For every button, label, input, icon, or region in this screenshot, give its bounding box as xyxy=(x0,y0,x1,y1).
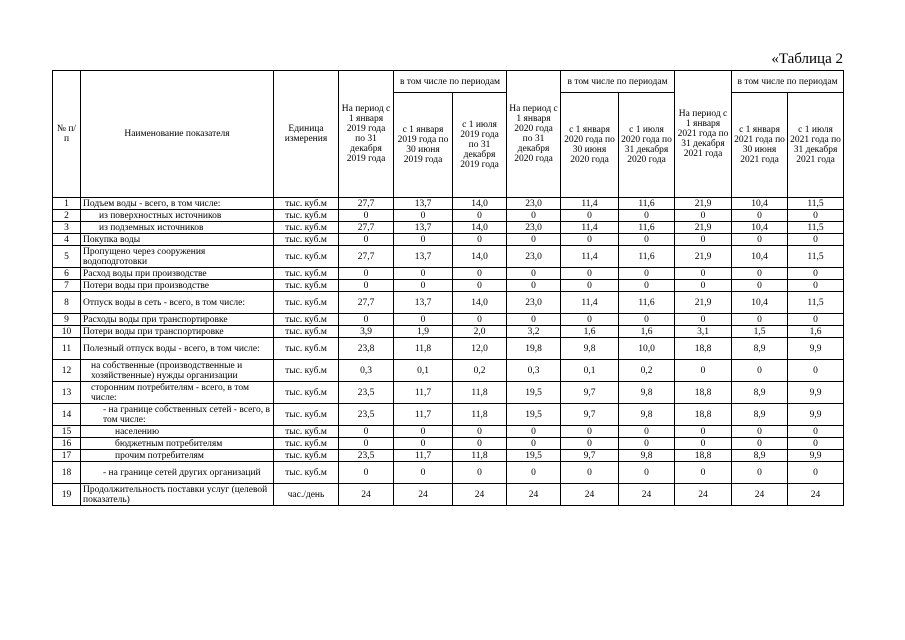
cell-value: 0 xyxy=(788,360,844,382)
cell-value: 8,9 xyxy=(732,450,788,462)
header-2020-h2: с 1 июля 2020 года по 31 декабря 2020 года xyxy=(619,93,675,198)
row-name: бюджетным потребителям xyxy=(81,438,274,450)
cell-value: 18,8 xyxy=(675,450,732,462)
cell-value: 0 xyxy=(675,360,732,382)
cell-value: 10,4 xyxy=(732,222,788,234)
cell-value: 0 xyxy=(675,234,732,246)
table-row xyxy=(53,382,844,404)
row-unit: тыс. куб.м xyxy=(274,338,339,360)
cell-value: 11,4 xyxy=(561,292,619,314)
cell-value: 0 xyxy=(619,280,675,292)
row-name: Подъем воды - всего, в том числе: xyxy=(81,198,274,210)
cell-value: 0 xyxy=(453,438,507,450)
header-2020-total: На период с 1 января 2020 года по 31 декабря 2020 года xyxy=(507,71,561,198)
row-unit: тыс. куб.м xyxy=(274,438,339,450)
cell-value: 0 xyxy=(507,234,561,246)
row-unit: тыс. куб.м xyxy=(274,360,339,382)
cell-value: 24 xyxy=(732,484,788,506)
cell-value: 24 xyxy=(675,484,732,506)
cell-value: 1,9 xyxy=(394,326,453,338)
cell-value: 11,7 xyxy=(394,450,453,462)
cell-value: 0,3 xyxy=(507,360,561,382)
cell-value: 0 xyxy=(507,268,561,280)
table-row xyxy=(53,404,844,426)
cell-value: 0 xyxy=(394,210,453,222)
cell-value: 13,7 xyxy=(394,292,453,314)
cell-value: 9,8 xyxy=(619,404,675,426)
row-number: 19 xyxy=(53,484,81,506)
cell-value: 24 xyxy=(619,484,675,506)
cell-value: 23,5 xyxy=(339,404,394,426)
table-row xyxy=(53,484,844,506)
water-balance-table xyxy=(52,70,844,506)
row-name: Расходы воды при транспортировке xyxy=(81,314,274,326)
cell-value: 0 xyxy=(339,268,394,280)
table-row xyxy=(53,426,844,438)
cell-value: 0 xyxy=(732,426,788,438)
row-unit: час./день xyxy=(274,484,339,506)
row-unit: тыс. куб.м xyxy=(274,210,339,222)
cell-value: 0 xyxy=(453,280,507,292)
cell-value: 0 xyxy=(453,268,507,280)
cell-value: 0 xyxy=(675,462,732,484)
cell-value: 0 xyxy=(453,462,507,484)
cell-value: 13,7 xyxy=(394,246,453,268)
row-unit: тыс. куб.м xyxy=(274,198,339,210)
cell-value: 11,8 xyxy=(453,404,507,426)
cell-value: 0 xyxy=(394,438,453,450)
cell-value: 0 xyxy=(339,462,394,484)
cell-value: 24 xyxy=(339,484,394,506)
cell-value: 0 xyxy=(453,210,507,222)
row-unit: тыс. куб.м xyxy=(274,426,339,438)
cell-value: 11,8 xyxy=(453,450,507,462)
row-unit: тыс. куб.м xyxy=(274,462,339,484)
cell-value: 0 xyxy=(732,314,788,326)
cell-value: 14,0 xyxy=(453,198,507,210)
cell-value: 0 xyxy=(507,314,561,326)
table-row xyxy=(53,222,844,234)
table-row xyxy=(53,292,844,314)
cell-value: 0 xyxy=(675,438,732,450)
cell-value: 9,9 xyxy=(788,338,844,360)
cell-value: 0 xyxy=(453,426,507,438)
cell-value: 27,7 xyxy=(339,292,394,314)
table-row xyxy=(53,438,844,450)
cell-value: 0 xyxy=(394,268,453,280)
cell-value: 13,7 xyxy=(394,198,453,210)
cell-value: 19,5 xyxy=(507,404,561,426)
cell-value: 19,8 xyxy=(507,338,561,360)
table-row xyxy=(53,234,844,246)
row-name: Пропущено через сооружения водоподготовки xyxy=(81,246,274,268)
cell-value: 0 xyxy=(732,462,788,484)
cell-value: 0 xyxy=(788,268,844,280)
cell-value: 9,9 xyxy=(788,382,844,404)
cell-value: 0 xyxy=(561,438,619,450)
cell-value: 9,7 xyxy=(561,382,619,404)
cell-value: 0 xyxy=(507,438,561,450)
header-2019-h2: с 1 июля 2019 года по 31 декабря 2019 года xyxy=(453,93,507,198)
cell-value: 10,4 xyxy=(732,246,788,268)
row-name: из подземных источников xyxy=(81,222,274,234)
row-unit: тыс. куб.м xyxy=(274,222,339,234)
row-number: 9 xyxy=(53,314,81,326)
row-name: Потери воды при производстве xyxy=(81,280,274,292)
header-2019-h1: с 1 января 2019 года по 30 июня 2019 года xyxy=(394,93,453,198)
row-unit: тыс. куб.м xyxy=(274,450,339,462)
cell-value: 0 xyxy=(507,280,561,292)
table-row xyxy=(53,198,844,210)
cell-value: 11,8 xyxy=(453,382,507,404)
cell-value: 10,0 xyxy=(619,338,675,360)
cell-value: 0 xyxy=(339,234,394,246)
row-number: 15 xyxy=(53,426,81,438)
row-name: Покупка воды xyxy=(81,234,274,246)
cell-value: 24 xyxy=(507,484,561,506)
table-body xyxy=(53,198,844,506)
row-unit: тыс. куб.м xyxy=(274,382,339,404)
cell-value: 11,4 xyxy=(561,246,619,268)
row-number: 2 xyxy=(53,210,81,222)
cell-value: 3,1 xyxy=(675,326,732,338)
header-name: Наименование показателя xyxy=(81,71,274,198)
cell-value: 1,5 xyxy=(732,326,788,338)
cell-value: 9,8 xyxy=(561,338,619,360)
row-number: 18 xyxy=(53,462,81,484)
cell-value: 0,1 xyxy=(561,360,619,382)
cell-value: 0 xyxy=(732,234,788,246)
cell-value: 1,6 xyxy=(788,326,844,338)
cell-value: 0 xyxy=(619,438,675,450)
cell-value: 0 xyxy=(675,314,732,326)
cell-value: 19,5 xyxy=(507,450,561,462)
table-row xyxy=(53,462,844,484)
cell-value: 0 xyxy=(394,280,453,292)
cell-value: 24 xyxy=(561,484,619,506)
cell-value: 23,0 xyxy=(507,222,561,234)
cell-value: 11,5 xyxy=(788,198,844,210)
cell-value: 23,5 xyxy=(339,450,394,462)
cell-value: 13,7 xyxy=(394,222,453,234)
cell-value: 21,9 xyxy=(675,292,732,314)
header-2020-group: в том числе по периодам xyxy=(561,71,675,93)
cell-value: 12,0 xyxy=(453,338,507,360)
cell-value: 0 xyxy=(619,314,675,326)
cell-value: 11,7 xyxy=(394,404,453,426)
cell-value: 11,5 xyxy=(788,222,844,234)
row-number: 14 xyxy=(53,404,81,426)
cell-value: 11,5 xyxy=(788,292,844,314)
cell-value: 0 xyxy=(675,210,732,222)
cell-value: 8,9 xyxy=(732,382,788,404)
cell-value: 0 xyxy=(732,210,788,222)
row-number: 16 xyxy=(53,438,81,450)
cell-value: 0,1 xyxy=(394,360,453,382)
row-name: на собственные (производственные и хозяйственные) нужды организации xyxy=(81,360,274,382)
row-unit: тыс. куб.м xyxy=(274,404,339,426)
cell-value: 14,0 xyxy=(453,292,507,314)
table-row xyxy=(53,326,844,338)
cell-value: 1,6 xyxy=(619,326,675,338)
cell-value: 11,4 xyxy=(561,222,619,234)
row-name: прочим потребителям xyxy=(81,450,274,462)
cell-value: 14,0 xyxy=(453,246,507,268)
cell-value: 0 xyxy=(394,234,453,246)
cell-value: 9,9 xyxy=(788,450,844,462)
cell-value: 0 xyxy=(788,462,844,484)
table-row xyxy=(53,268,844,280)
row-unit: тыс. куб.м xyxy=(274,268,339,280)
cell-value: 0 xyxy=(561,268,619,280)
cell-value: 0,3 xyxy=(339,360,394,382)
row-unit: тыс. куб.м xyxy=(274,326,339,338)
row-name: Расход воды при производстве xyxy=(81,268,274,280)
header-num: № п/п xyxy=(53,71,81,198)
cell-value: 0,2 xyxy=(453,360,507,382)
cell-value: 11,6 xyxy=(619,292,675,314)
cell-value: 0 xyxy=(788,438,844,450)
row-name: населению xyxy=(81,426,274,438)
header-2021-group: в том числе по периодам xyxy=(732,71,844,93)
cell-value: 1,6 xyxy=(561,326,619,338)
cell-value: 21,9 xyxy=(675,246,732,268)
cell-value: 0 xyxy=(453,234,507,246)
cell-value: 9,9 xyxy=(788,404,844,426)
row-unit: тыс. куб.м xyxy=(274,234,339,246)
row-name: Потери воды при транспортировке xyxy=(81,326,274,338)
cell-value: 0 xyxy=(507,426,561,438)
cell-value: 18,8 xyxy=(675,404,732,426)
cell-value: 27,7 xyxy=(339,222,394,234)
cell-value: 0 xyxy=(788,234,844,246)
row-unit: тыс. куб.м xyxy=(274,292,339,314)
cell-value: 23,5 xyxy=(339,382,394,404)
cell-value: 11,4 xyxy=(561,198,619,210)
cell-value: 8,9 xyxy=(732,404,788,426)
cell-value: 0 xyxy=(339,314,394,326)
cell-value: 0 xyxy=(619,426,675,438)
cell-value: 0 xyxy=(732,268,788,280)
cell-value: 0 xyxy=(788,314,844,326)
row-number: 13 xyxy=(53,382,81,404)
cell-value: 0 xyxy=(619,234,675,246)
cell-value: 0 xyxy=(339,426,394,438)
cell-value: 23,0 xyxy=(507,292,561,314)
row-number: 1 xyxy=(53,198,81,210)
cell-value: 10,4 xyxy=(732,292,788,314)
row-number: 11 xyxy=(53,338,81,360)
row-number: 3 xyxy=(53,222,81,234)
cell-value: 0 xyxy=(675,426,732,438)
cell-value: 0 xyxy=(788,210,844,222)
cell-value: 0 xyxy=(561,280,619,292)
cell-value: 18,8 xyxy=(675,382,732,404)
cell-value: 23,8 xyxy=(339,338,394,360)
cell-value: 0 xyxy=(788,280,844,292)
cell-value: 23,0 xyxy=(507,198,561,210)
row-number: 5 xyxy=(53,246,81,268)
row-name: - на границе собственных сетей - всего, в том числе: xyxy=(81,404,274,426)
row-number: 7 xyxy=(53,280,81,292)
cell-value: 11,5 xyxy=(788,246,844,268)
cell-value: 9,7 xyxy=(561,450,619,462)
row-number: 12 xyxy=(53,360,81,382)
cell-value: 0 xyxy=(675,280,732,292)
table-row xyxy=(53,210,844,222)
cell-value: 0 xyxy=(619,210,675,222)
cell-value: 24 xyxy=(453,484,507,506)
header-2021-h1: с 1 января 2021 года по 30 июня 2021 года xyxy=(732,93,788,198)
cell-value: 8,9 xyxy=(732,338,788,360)
cell-value: 0 xyxy=(561,462,619,484)
cell-value: 0 xyxy=(339,210,394,222)
row-name: из поверхностных источников xyxy=(81,210,274,222)
cell-value: 0 xyxy=(619,462,675,484)
row-number: 17 xyxy=(53,450,81,462)
header-2019-total: На период с 1 января 2019 года по 31 декабря 2019 года xyxy=(339,71,394,198)
cell-value: 11,7 xyxy=(394,382,453,404)
table-row xyxy=(53,450,844,462)
row-number: 8 xyxy=(53,292,81,314)
cell-value: 0 xyxy=(788,426,844,438)
header-2021-total: На период с 1 января 2021 года по 31 декабря 2021 года xyxy=(675,71,732,198)
cell-value: 21,9 xyxy=(675,198,732,210)
table-caption: «Таблица 2 xyxy=(771,51,843,67)
cell-value: 0 xyxy=(732,280,788,292)
cell-value: 0 xyxy=(619,268,675,280)
header-unit: Единица измерения xyxy=(274,71,339,198)
cell-value: 18,8 xyxy=(675,338,732,360)
cell-value: 19,5 xyxy=(507,382,561,404)
row-unit: тыс. куб.м xyxy=(274,246,339,268)
cell-value: 3,9 xyxy=(339,326,394,338)
table-row xyxy=(53,338,844,360)
cell-value: 0 xyxy=(339,280,394,292)
row-name: Продолжительность поставки услуг (целевой показатель) xyxy=(81,484,274,506)
header-2020-h1: с 1 января 2020 года по 30 июня 2020 года xyxy=(561,93,619,198)
cell-value: 0 xyxy=(507,462,561,484)
cell-value: 11,6 xyxy=(619,246,675,268)
cell-value: 3,2 xyxy=(507,326,561,338)
cell-value: 0 xyxy=(561,426,619,438)
cell-value: 0 xyxy=(561,234,619,246)
row-name: сторонним потребителям - всего, в том числе: xyxy=(81,382,274,404)
table-row xyxy=(53,314,844,326)
cell-value: 9,7 xyxy=(561,404,619,426)
cell-value: 2,0 xyxy=(453,326,507,338)
cell-value: 0 xyxy=(732,360,788,382)
cell-value: 21,9 xyxy=(675,222,732,234)
cell-value: 0 xyxy=(394,426,453,438)
row-name: Отпуск воды в сеть - всего, в том числе: xyxy=(81,292,274,314)
cell-value: 0 xyxy=(675,268,732,280)
cell-value: 11,6 xyxy=(619,198,675,210)
cell-value: 0 xyxy=(732,438,788,450)
row-number: 6 xyxy=(53,268,81,280)
cell-value: 10,4 xyxy=(732,198,788,210)
cell-value: 0 xyxy=(561,314,619,326)
cell-value: 9,8 xyxy=(619,450,675,462)
row-number: 10 xyxy=(53,326,81,338)
cell-value: 0 xyxy=(453,314,507,326)
cell-value: 0 xyxy=(394,462,453,484)
cell-value: 0 xyxy=(561,210,619,222)
cell-value: 11,8 xyxy=(394,338,453,360)
cell-value: 27,7 xyxy=(339,198,394,210)
cell-value: 0,2 xyxy=(619,360,675,382)
row-unit: тыс. куб.м xyxy=(274,314,339,326)
table-row xyxy=(53,360,844,382)
cell-value: 14,0 xyxy=(453,222,507,234)
cell-value: 9,8 xyxy=(619,382,675,404)
cell-value: 0 xyxy=(507,210,561,222)
table-row xyxy=(53,246,844,268)
cell-value: 23,0 xyxy=(507,246,561,268)
cell-value: 11,6 xyxy=(619,222,675,234)
row-unit: тыс. куб.м xyxy=(274,280,339,292)
cell-value: 0 xyxy=(394,314,453,326)
cell-value: 24 xyxy=(394,484,453,506)
cell-value: 0 xyxy=(339,438,394,450)
row-name: - на границе сетей других организаций xyxy=(81,462,274,484)
header-2021-h2: с 1 июля 2021 года по 31 декабря 2021 года xyxy=(788,93,844,198)
cell-value: 24 xyxy=(788,484,844,506)
table-row xyxy=(53,280,844,292)
row-name: Полезный отпуск воды - всего, в том числе: xyxy=(81,338,274,360)
row-number: 4 xyxy=(53,234,81,246)
header-2019-group: в том числе по периодам xyxy=(394,71,507,93)
cell-value: 27,7 xyxy=(339,246,394,268)
